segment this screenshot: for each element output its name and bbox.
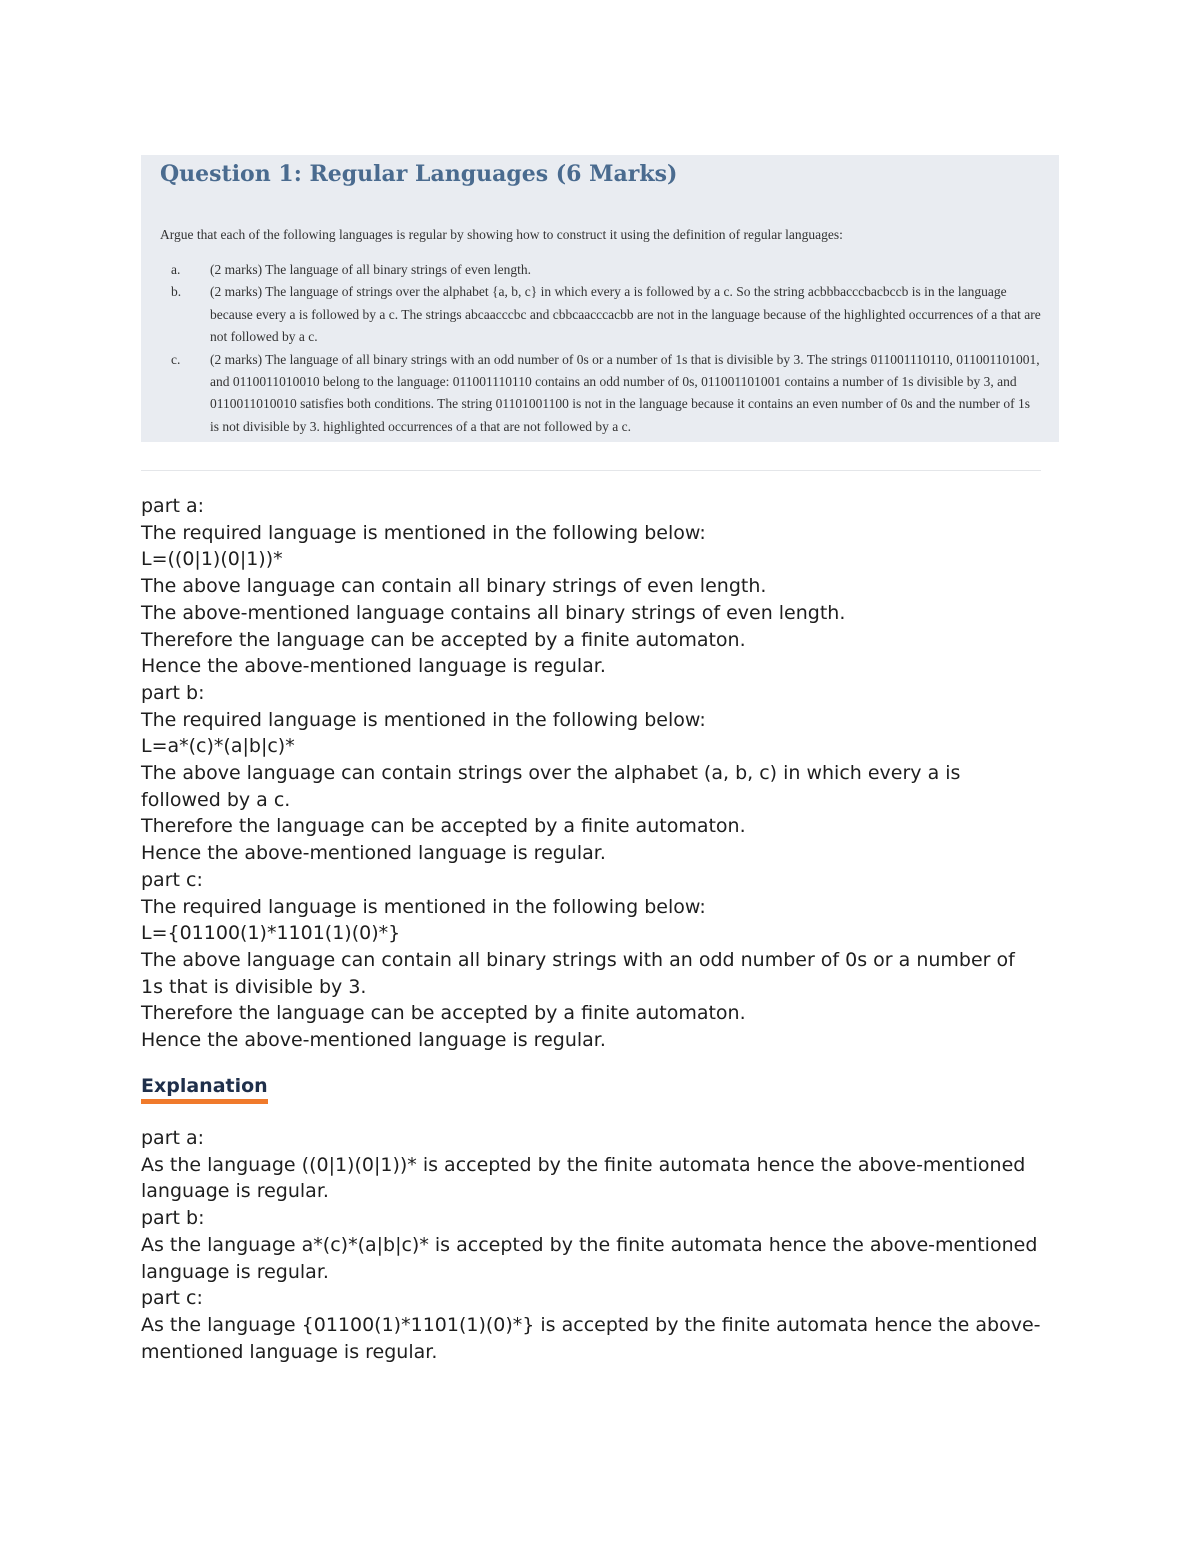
- answer-line: part a:: [141, 495, 205, 517]
- answer-line: Therefore the language can be accepted by a finite automaton.: [141, 628, 746, 651]
- answer-line: The above-mentioned language contains all binary strings of even length.: [141, 601, 846, 624]
- question-title: Question 1: Regular Languages (6 Marks): [160, 161, 678, 187]
- item-marker: c.: [171, 351, 181, 367]
- answer-line: Hence the above-mentioned language is regular.: [141, 655, 606, 678]
- explanation-body: [141, 1125, 1041, 1365]
- explanation-line: As the language ((0|1)(0|1))* is accepted by the finite automata hence the above-mentioned language is regular.: [141, 1153, 1026, 1203]
- item-text: (2 marks) The language of all binary strings of even length.: [210, 262, 532, 277]
- answer-line: Therefore the language can be accepted by a finite automaton.: [141, 1002, 746, 1025]
- item-text: (2 marks) The language of strings over the alphabet {a, b, c} in which every a is followed by a c. So the string acbbbacccbacbccb is in the language because every a is followed by a c. The strings abcaacccbc and cbbcaacccacbb are not in the language because of the highlighted occurrences of a that are not followed by a c.: [210, 284, 1041, 345]
- explanation-line: part c:: [141, 1287, 203, 1310]
- answer-line: Hence the above-mentioned language is regular.: [141, 1029, 606, 1052]
- answer-line: L=((0|1)(0|1))*: [141, 548, 283, 571]
- explanation-line: As the language {01100(1)*1101(1)(0)*} is accepted by the finite automata hence the above-mentioned language is regular.: [141, 1313, 1041, 1363]
- question-intro: Argue that each of the following languages is regular by showing how to construct it using the definition of regular languages:: [160, 227, 843, 242]
- question-item-c: [171, 349, 1041, 439]
- answer-line: part b:: [141, 681, 205, 704]
- answer-line: Hence the above-mentioned language is regular.: [141, 842, 606, 865]
- answer-line: The required language is mentioned in the following below:: [141, 895, 706, 918]
- answer-line: Therefore the language can be accepted by a finite automaton.: [141, 815, 746, 838]
- question-list: [171, 259, 1041, 438]
- question-item-a: [171, 259, 1041, 281]
- answer-line: L={01100(1)*1101(1)(0)*}: [141, 922, 401, 945]
- question-box: [141, 155, 1059, 442]
- answer-line: L=a*(c)*(a|b|c)*: [141, 735, 295, 758]
- divider: [141, 470, 1041, 471]
- answer-line: The required language is mentioned in the following below:: [141, 708, 706, 731]
- answer-line: The required language is mentioned in the following below:: [141, 521, 706, 544]
- explanation-line: part b:: [141, 1207, 205, 1230]
- explanation-heading: Explanation: [141, 1075, 268, 1104]
- answer-line: part c:: [141, 868, 203, 891]
- answer-line: The above language can contain all binary strings of even length.: [141, 575, 767, 598]
- explanation-line: part a:: [141, 1127, 205, 1149]
- explanation-line: As the language a*(c)*(a|b|c)* is accepted by the finite automata hence the above-mentioned language is regular.: [141, 1233, 1038, 1283]
- item-marker: a.: [171, 262, 181, 277]
- question-item-b: [171, 281, 1041, 348]
- item-text: (2 marks) The language of all binary strings with an odd number of 0s or a number of 1s that is divisible by 3. The strings 011001110110, 011001101001, and 0110011010010 belong to the language: 011001110110 contains an odd number of 0s, 011001101001 contains a number of 1s divisible by 3, and 0110011010010 satisfies both conditions. The string 01101001100 is not in the language because it contains an even number of 0s and the number of 1s is not divisible by 3. highlighted occurrences of a that are not followed by a c.: [210, 351, 1040, 434]
- answer-line: The above language can contain all binary strings with an odd number of 0s or a number of 1s that is divisible by 3.: [141, 948, 1015, 998]
- answer-line: The above language can contain strings over the alphabet (a, b, c) in which every a is followed by a c.: [141, 762, 961, 811]
- item-marker: b.: [171, 284, 182, 300]
- answer-body: [141, 493, 1041, 1054]
